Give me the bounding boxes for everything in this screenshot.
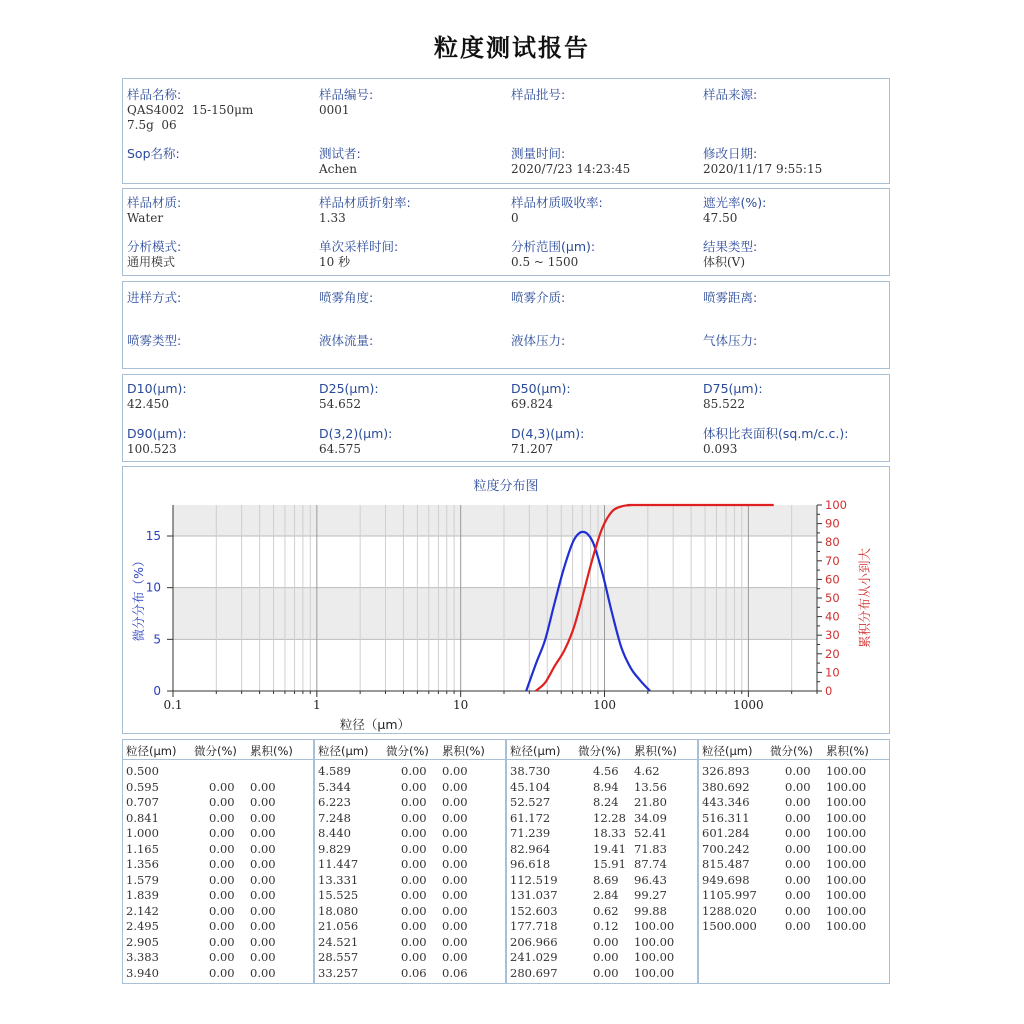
spray-medium-label: 喷雾介质:	[511, 290, 566, 305]
size-cell: 380.692	[702, 779, 750, 794]
size-cell: 7.248	[318, 810, 351, 825]
obscuration-label: 遮光率(%):	[703, 195, 767, 210]
cumulative-cell: 0.00	[250, 903, 276, 918]
cumulative-cell: 0.06	[442, 965, 468, 980]
ssa-value: 0.093	[703, 442, 738, 456]
x-tick-label: 100	[593, 698, 616, 712]
differential-cell: 18.33	[593, 826, 626, 840]
spray-angle-field	[319, 290, 373, 306]
size-cell: 2.495	[126, 919, 159, 933]
differential-cell: 0.00	[209, 795, 235, 809]
size-cell: 0.707	[126, 795, 159, 809]
differential-cell: 0.00	[785, 919, 811, 933]
table-block	[698, 739, 890, 984]
differential-cell: 0.00	[785, 764, 811, 778]
y-right-tick-label: 60	[825, 572, 840, 587]
cumulative-cell: 99.27	[634, 888, 667, 902]
liquid-flow-label: 液体流量:	[319, 333, 374, 348]
cumulative-cell: 34.09	[634, 810, 667, 825]
differential-cell: 0.00	[785, 841, 811, 856]
size-cell: 326.893	[702, 764, 750, 778]
spray-distance-field	[703, 290, 757, 306]
cumulative-cell: 52.41	[634, 826, 667, 840]
distribution-chart	[123, 467, 889, 733]
differential-cell: 0.00	[209, 888, 235, 902]
cumulative-cell: 100.00	[826, 857, 867, 871]
range-label: 分析范围(μm):	[511, 239, 596, 254]
differential-cell: 0.00	[401, 919, 427, 933]
x-tick-label: 10	[453, 698, 469, 712]
sample-time-value: 10 秒	[319, 255, 351, 269]
differential-cell: 0.00	[209, 841, 235, 856]
differential-cell: 0.00	[593, 965, 619, 980]
d43-label: D(4,3)(μm):	[511, 426, 585, 441]
d25-field	[319, 381, 379, 412]
size-cell: 1.356	[126, 857, 159, 871]
table-header-cell: 粒径(μm)	[126, 744, 177, 758]
differential-cell: 2.84	[593, 888, 619, 902]
cumulative-cell: 0.00	[442, 950, 468, 964]
size-cell: 1.000	[126, 826, 159, 840]
differential-cell: 0.00	[209, 779, 235, 794]
spray-angle-label: 喷雾角度:	[319, 290, 374, 305]
sample-no-value: 0001	[319, 103, 350, 117]
measure-time-field	[511, 146, 630, 177]
differential-cell: 0.00	[401, 779, 427, 794]
size-cell: 21.056	[318, 919, 359, 933]
cumulative-cell: 100.00	[826, 888, 867, 902]
size-cell: 61.172	[510, 810, 551, 825]
y-right-tick-label: 20	[825, 646, 840, 661]
x-axis-label: 粒径（μm）	[339, 717, 411, 732]
size-cell: 1105.997	[702, 888, 757, 902]
table-header-cell: 微分(%)	[578, 744, 621, 758]
d90-value: 100.523	[127, 442, 177, 456]
differential-cell: 0.00	[401, 841, 427, 856]
absorption-field	[511, 195, 603, 226]
differential-cell: 0.00	[401, 857, 427, 871]
y-axis-left-label: 微分分布（%）	[131, 554, 146, 642]
d75-label: D75(μm):	[703, 381, 763, 396]
d43-value: 71.207	[511, 442, 553, 456]
measure-time-value: 2020/7/23 14:23:45	[511, 162, 631, 176]
cumulative-cell: 100.00	[826, 795, 867, 809]
size-cell: 52.527	[510, 795, 551, 809]
obscuration-value: 47.50	[703, 211, 738, 225]
table-header-cell: 粒径(μm)	[318, 744, 369, 758]
cumulative-cell: 100.00	[826, 764, 867, 778]
size-cell: 0.841	[126, 810, 159, 825]
y-right-tick-label: 100	[825, 498, 847, 512]
size-cell: 1288.020	[702, 903, 757, 918]
size-cell: 700.242	[702, 841, 750, 856]
size-cell: 4.589	[318, 764, 351, 778]
cumulative-cell: 0.00	[442, 841, 468, 856]
y-left-tick-label: 10	[145, 580, 161, 595]
cumulative-cell: 0.00	[250, 779, 276, 794]
cumulative-cell: 100.00	[826, 779, 867, 794]
liquid-pressure-label: 液体压力:	[511, 333, 566, 348]
d25-value: 54.652	[319, 397, 361, 411]
differential-cell: 15.91	[593, 857, 626, 871]
size-cell: 9.829	[318, 841, 351, 856]
cumulative-cell: 21.80	[634, 795, 667, 809]
d75-value: 85.522	[703, 397, 745, 411]
source-label: 样品来源:	[703, 87, 758, 102]
source-field	[703, 87, 757, 103]
differential-cell: 0.00	[209, 903, 235, 918]
cumulative-cell: 0.00	[250, 826, 276, 840]
cumulative-cell: 100.00	[634, 965, 675, 980]
d10-field	[127, 381, 187, 412]
y-right-tick-label: 80	[825, 535, 840, 550]
ssa-field	[703, 426, 848, 457]
modify-date-field	[703, 146, 822, 177]
range-field	[511, 239, 595, 270]
d90-field	[127, 426, 187, 457]
size-cell: 45.104	[510, 779, 551, 794]
table-block	[314, 739, 506, 984]
cumulative-cell: 4.62	[634, 764, 660, 778]
differential-cell: 0.00	[209, 872, 235, 887]
differential-cell: 0.00	[209, 826, 235, 840]
modify-date-value: 2020/11/17 9:55:15	[703, 162, 823, 176]
cumulative-cell: 0.00	[442, 888, 468, 902]
x-tick-label: 1000	[733, 698, 764, 712]
differential-cell: 0.00	[401, 888, 427, 902]
cumulative-cell: 100.00	[826, 903, 867, 918]
refraction-label: 样品材质折射率:	[319, 195, 411, 210]
size-cell: 131.037	[510, 888, 558, 902]
differential-cell: 0.00	[593, 934, 619, 949]
sample-time-label: 单次采样时间:	[319, 239, 399, 254]
mode-field	[127, 239, 181, 270]
table-block	[506, 739, 698, 984]
cumulative-cell: 100.00	[826, 810, 867, 825]
cumulative-cell: 0.00	[442, 872, 468, 887]
cumulative-cell: 0.00	[250, 934, 276, 949]
size-cell: 1500.000	[702, 919, 757, 933]
cumulative-cell: 100.00	[634, 950, 675, 964]
y-left-tick-label: 5	[153, 632, 161, 647]
size-cell: 24.521	[318, 934, 359, 949]
cumulative-cell: 0.00	[250, 950, 276, 964]
cumulative-cell: 100.00	[826, 826, 867, 840]
cumulative-cell: 100.00	[826, 841, 867, 856]
spray-type-label: 喷雾类型:	[127, 333, 182, 348]
table-header-cell: 累积(%)	[250, 744, 293, 758]
cumulative-cell: 96.43	[634, 872, 667, 887]
y-right-tick-label: 70	[825, 553, 840, 568]
differential-cell: 0.00	[401, 872, 427, 887]
liquid-pressure-field	[511, 333, 565, 349]
differential-cell: 0.00	[209, 857, 235, 871]
absorption-label: 样品材质吸收率:	[511, 195, 603, 210]
d50-field	[511, 381, 571, 412]
cumulative-cell: 13.56	[634, 779, 667, 794]
size-cell: 28.557	[318, 950, 359, 964]
size-cell: 112.519	[510, 872, 558, 887]
size-cell: 5.344	[318, 779, 351, 794]
sample-name-value: QAS4002 15-150μm 7.5g 06	[127, 103, 254, 132]
d75-field	[703, 381, 763, 412]
spray-section	[122, 281, 890, 369]
differential-cell: 12.28	[593, 810, 626, 825]
differential-cell: 0.00	[785, 795, 811, 809]
d10-value: 42.450	[127, 397, 169, 411]
y-right-tick-label: 0	[825, 684, 833, 698]
y-right-tick-label: 90	[825, 516, 840, 531]
ssa-label: 体积比表面积(sq.m/c.c.):	[703, 426, 849, 441]
d-values-section	[122, 374, 890, 462]
differential-cell: 0.00	[401, 810, 427, 825]
cumulative-cell: 0.00	[442, 934, 468, 949]
grid-band	[173, 588, 817, 640]
size-cell: 1.165	[126, 841, 159, 856]
chart-title: 粒度分布图	[473, 479, 539, 494]
cumulative-cell: 0.00	[250, 810, 276, 825]
differential-cell: 8.24	[593, 795, 619, 809]
differential-cell: 0.00	[401, 934, 427, 949]
cumulative-cell: 0.00	[442, 779, 468, 794]
differential-cell: 0.00	[785, 903, 811, 918]
sample-name-field	[127, 87, 253, 133]
cumulative-cell: 71.83	[634, 841, 667, 856]
result-type-value: 体积(V)	[703, 255, 746, 269]
table-header-cell: 累积(%)	[826, 744, 869, 758]
d10-label: D10(μm):	[127, 381, 187, 396]
differential-cell: 0.00	[593, 950, 619, 964]
sop-field	[127, 146, 180, 162]
cumulative-cell: 0.00	[250, 841, 276, 856]
spray-medium-field	[511, 290, 565, 306]
modify-date-label: 修改日期:	[703, 146, 758, 161]
size-cell: 3.940	[126, 965, 159, 980]
batch-field	[511, 87, 565, 103]
inject-field	[127, 290, 181, 306]
table-header-cell: 累积(%)	[442, 744, 485, 758]
table-header-cell: 累积(%)	[634, 744, 677, 758]
table-header-cell: 微分(%)	[194, 744, 237, 758]
d32-value: 64.575	[319, 442, 361, 456]
differential-cell: 0.62	[593, 903, 619, 918]
result-type-field	[703, 239, 757, 270]
mode-value: 通用模式	[127, 255, 176, 269]
material-label: 样品材质:	[127, 195, 182, 210]
d90-label: D90(μm):	[127, 426, 187, 441]
differential-cell: 0.00	[209, 965, 235, 980]
size-cell: 15.525	[318, 888, 359, 902]
sample-info-section	[122, 78, 890, 184]
size-cell: 96.618	[510, 857, 551, 871]
size-cell: 601.284	[702, 826, 750, 840]
mode-label: 分析模式:	[127, 239, 182, 254]
cumulative-cell: 0.00	[250, 857, 276, 871]
refraction-field	[319, 195, 411, 226]
sample-name-label: 样品名称:	[127, 87, 182, 102]
d43-field	[511, 426, 584, 457]
differential-cell: 0.06	[401, 965, 427, 980]
size-cell: 206.966	[510, 934, 558, 949]
d32-label: D(3,2)(μm):	[319, 426, 393, 441]
measure-time-label: 测量时间:	[511, 146, 566, 161]
cumulative-cell: 0.00	[250, 965, 276, 980]
cumulative-cell: 100.00	[826, 919, 867, 933]
size-cell: 0.595	[126, 779, 159, 794]
d25-label: D25(μm):	[319, 381, 379, 396]
y-left-tick-label: 0	[153, 684, 161, 698]
cumulative-cell: 0.00	[442, 919, 468, 933]
size-cell: 13.331	[318, 872, 359, 887]
size-cell: 6.223	[318, 795, 351, 809]
y-right-tick-label: 10	[825, 665, 840, 680]
distribution-chart-panel	[122, 466, 890, 734]
differential-cell: 0.00	[785, 888, 811, 902]
size-cell: 949.698	[702, 872, 750, 887]
table-header-divider	[315, 759, 505, 760]
cumulative-cell: 0.00	[442, 810, 468, 825]
differential-cell: 8.94	[593, 779, 619, 794]
size-cell: 33.257	[318, 965, 359, 980]
size-cell: 11.447	[318, 857, 359, 871]
tester-value: Achen	[319, 162, 357, 176]
sop-label: Sop名称:	[127, 146, 180, 161]
cumulative-cell: 100.00	[634, 934, 675, 949]
table-header-divider	[123, 759, 313, 760]
sample-no-label: 样品编号:	[319, 87, 374, 102]
material-field	[127, 195, 181, 226]
cumulative-cell: 0.00	[442, 795, 468, 809]
size-cell: 0.500	[126, 764, 159, 778]
cumulative-cell: 87.74	[634, 857, 667, 871]
cumulative-cell: 0.00	[250, 919, 276, 933]
y-axis-right-label: 累积分布从小到大	[857, 547, 872, 649]
differential-cell: 8.69	[593, 872, 619, 887]
d50-value: 69.824	[511, 397, 553, 411]
differential-cell: 0.00	[209, 810, 235, 825]
cumulative-cell: 0.00	[442, 903, 468, 918]
differential-cell: 0.00	[785, 857, 811, 871]
differential-cell: 0.00	[785, 872, 811, 887]
differential-cell: 0.00	[401, 950, 427, 964]
size-cell: 152.603	[510, 903, 558, 918]
cumulative-cell: 0.00	[442, 764, 468, 778]
table-header-divider	[507, 759, 697, 760]
size-cell: 2.905	[126, 934, 159, 949]
cumulative-cell: 100.00	[826, 872, 867, 887]
cumulative-cell: 0.00	[250, 872, 276, 887]
size-cell: 1.839	[126, 888, 159, 902]
d32-field	[319, 426, 392, 457]
differential-cell: 0.00	[401, 795, 427, 809]
table-header-cell: 粒径(μm)	[510, 744, 561, 758]
d50-label: D50(μm):	[511, 381, 571, 396]
absorption-value: 0	[511, 211, 519, 225]
spray-type-field	[127, 333, 181, 349]
tester-label: 测试者:	[319, 146, 361, 161]
differential-cell: 4.56	[593, 764, 619, 778]
differential-cell: 19.41	[593, 841, 626, 856]
cumulative-cell: 0.00	[250, 888, 276, 902]
sample-no-field	[319, 87, 373, 118]
differential-cell: 0.00	[209, 950, 235, 964]
size-cell: 38.730	[510, 764, 551, 778]
range-value: 0.5 ~ 1500	[511, 255, 579, 269]
gas-pressure-label: 气体压力:	[703, 333, 758, 348]
liquid-flow-field	[319, 333, 373, 349]
inject-label: 进样方式:	[127, 290, 182, 305]
differential-cell: 0.00	[209, 919, 235, 933]
size-cell: 1.579	[126, 872, 159, 887]
size-cell: 8.440	[318, 826, 351, 840]
differential-cell: 0.00	[401, 903, 427, 918]
size-cell: 3.383	[126, 950, 159, 964]
table-header-divider	[699, 759, 889, 760]
y-right-tick-label: 40	[825, 609, 840, 624]
obscuration-field	[703, 195, 766, 226]
size-cell: 2.142	[126, 903, 159, 918]
x-tick-label: 0.1	[163, 698, 183, 712]
size-cell: 815.487	[702, 857, 750, 871]
batch-label: 样品批号:	[511, 87, 566, 102]
size-cell: 443.346	[702, 795, 750, 809]
tester-field	[319, 146, 361, 177]
spray-distance-label: 喷雾距离:	[703, 290, 758, 305]
table-block	[122, 739, 314, 984]
differential-cell: 0.00	[785, 810, 811, 825]
size-cell: 516.311	[702, 810, 750, 825]
cumulative-cell: 0.00	[442, 826, 468, 840]
cumulative-cell: 0.00	[442, 857, 468, 871]
size-cell: 280.697	[510, 965, 558, 980]
size-cell: 18.080	[318, 903, 359, 918]
material-section	[122, 188, 890, 276]
gas-pressure-field	[703, 333, 757, 349]
result-type-label: 结果类型:	[703, 239, 758, 254]
differential-cell: 0.00	[785, 826, 811, 840]
size-cell: 82.964	[510, 841, 551, 856]
differential-cell: 0.00	[401, 826, 427, 840]
cumulative-cell: 100.00	[634, 919, 675, 933]
report-title: 粒度测试报告	[434, 34, 590, 62]
differential-cell: 0.00	[401, 764, 427, 778]
differential-cell: 0.00	[785, 779, 811, 794]
size-cell: 71.239	[510, 826, 551, 840]
cumulative-cell: 99.88	[634, 903, 667, 918]
table-header-cell: 粒径(μm)	[702, 744, 753, 758]
differential-cell: 0.00	[209, 934, 235, 949]
table-header-cell: 微分(%)	[770, 744, 813, 758]
material-value: Water	[127, 211, 164, 225]
size-cell: 241.029	[510, 950, 558, 964]
table-header-cell: 微分(%)	[386, 744, 429, 758]
y-right-tick-label: 50	[825, 591, 840, 605]
y-right-tick-label: 30	[825, 628, 840, 643]
cumulative-cell: 0.00	[250, 795, 276, 809]
size-cell: 177.718	[510, 919, 558, 933]
refraction-value: 1.33	[319, 211, 346, 225]
sample-time-field	[319, 239, 398, 270]
x-tick-label: 1	[313, 698, 321, 712]
y-left-tick-label: 15	[145, 529, 161, 543]
differential-cell: 0.12	[593, 919, 619, 933]
grid-band	[173, 505, 817, 536]
